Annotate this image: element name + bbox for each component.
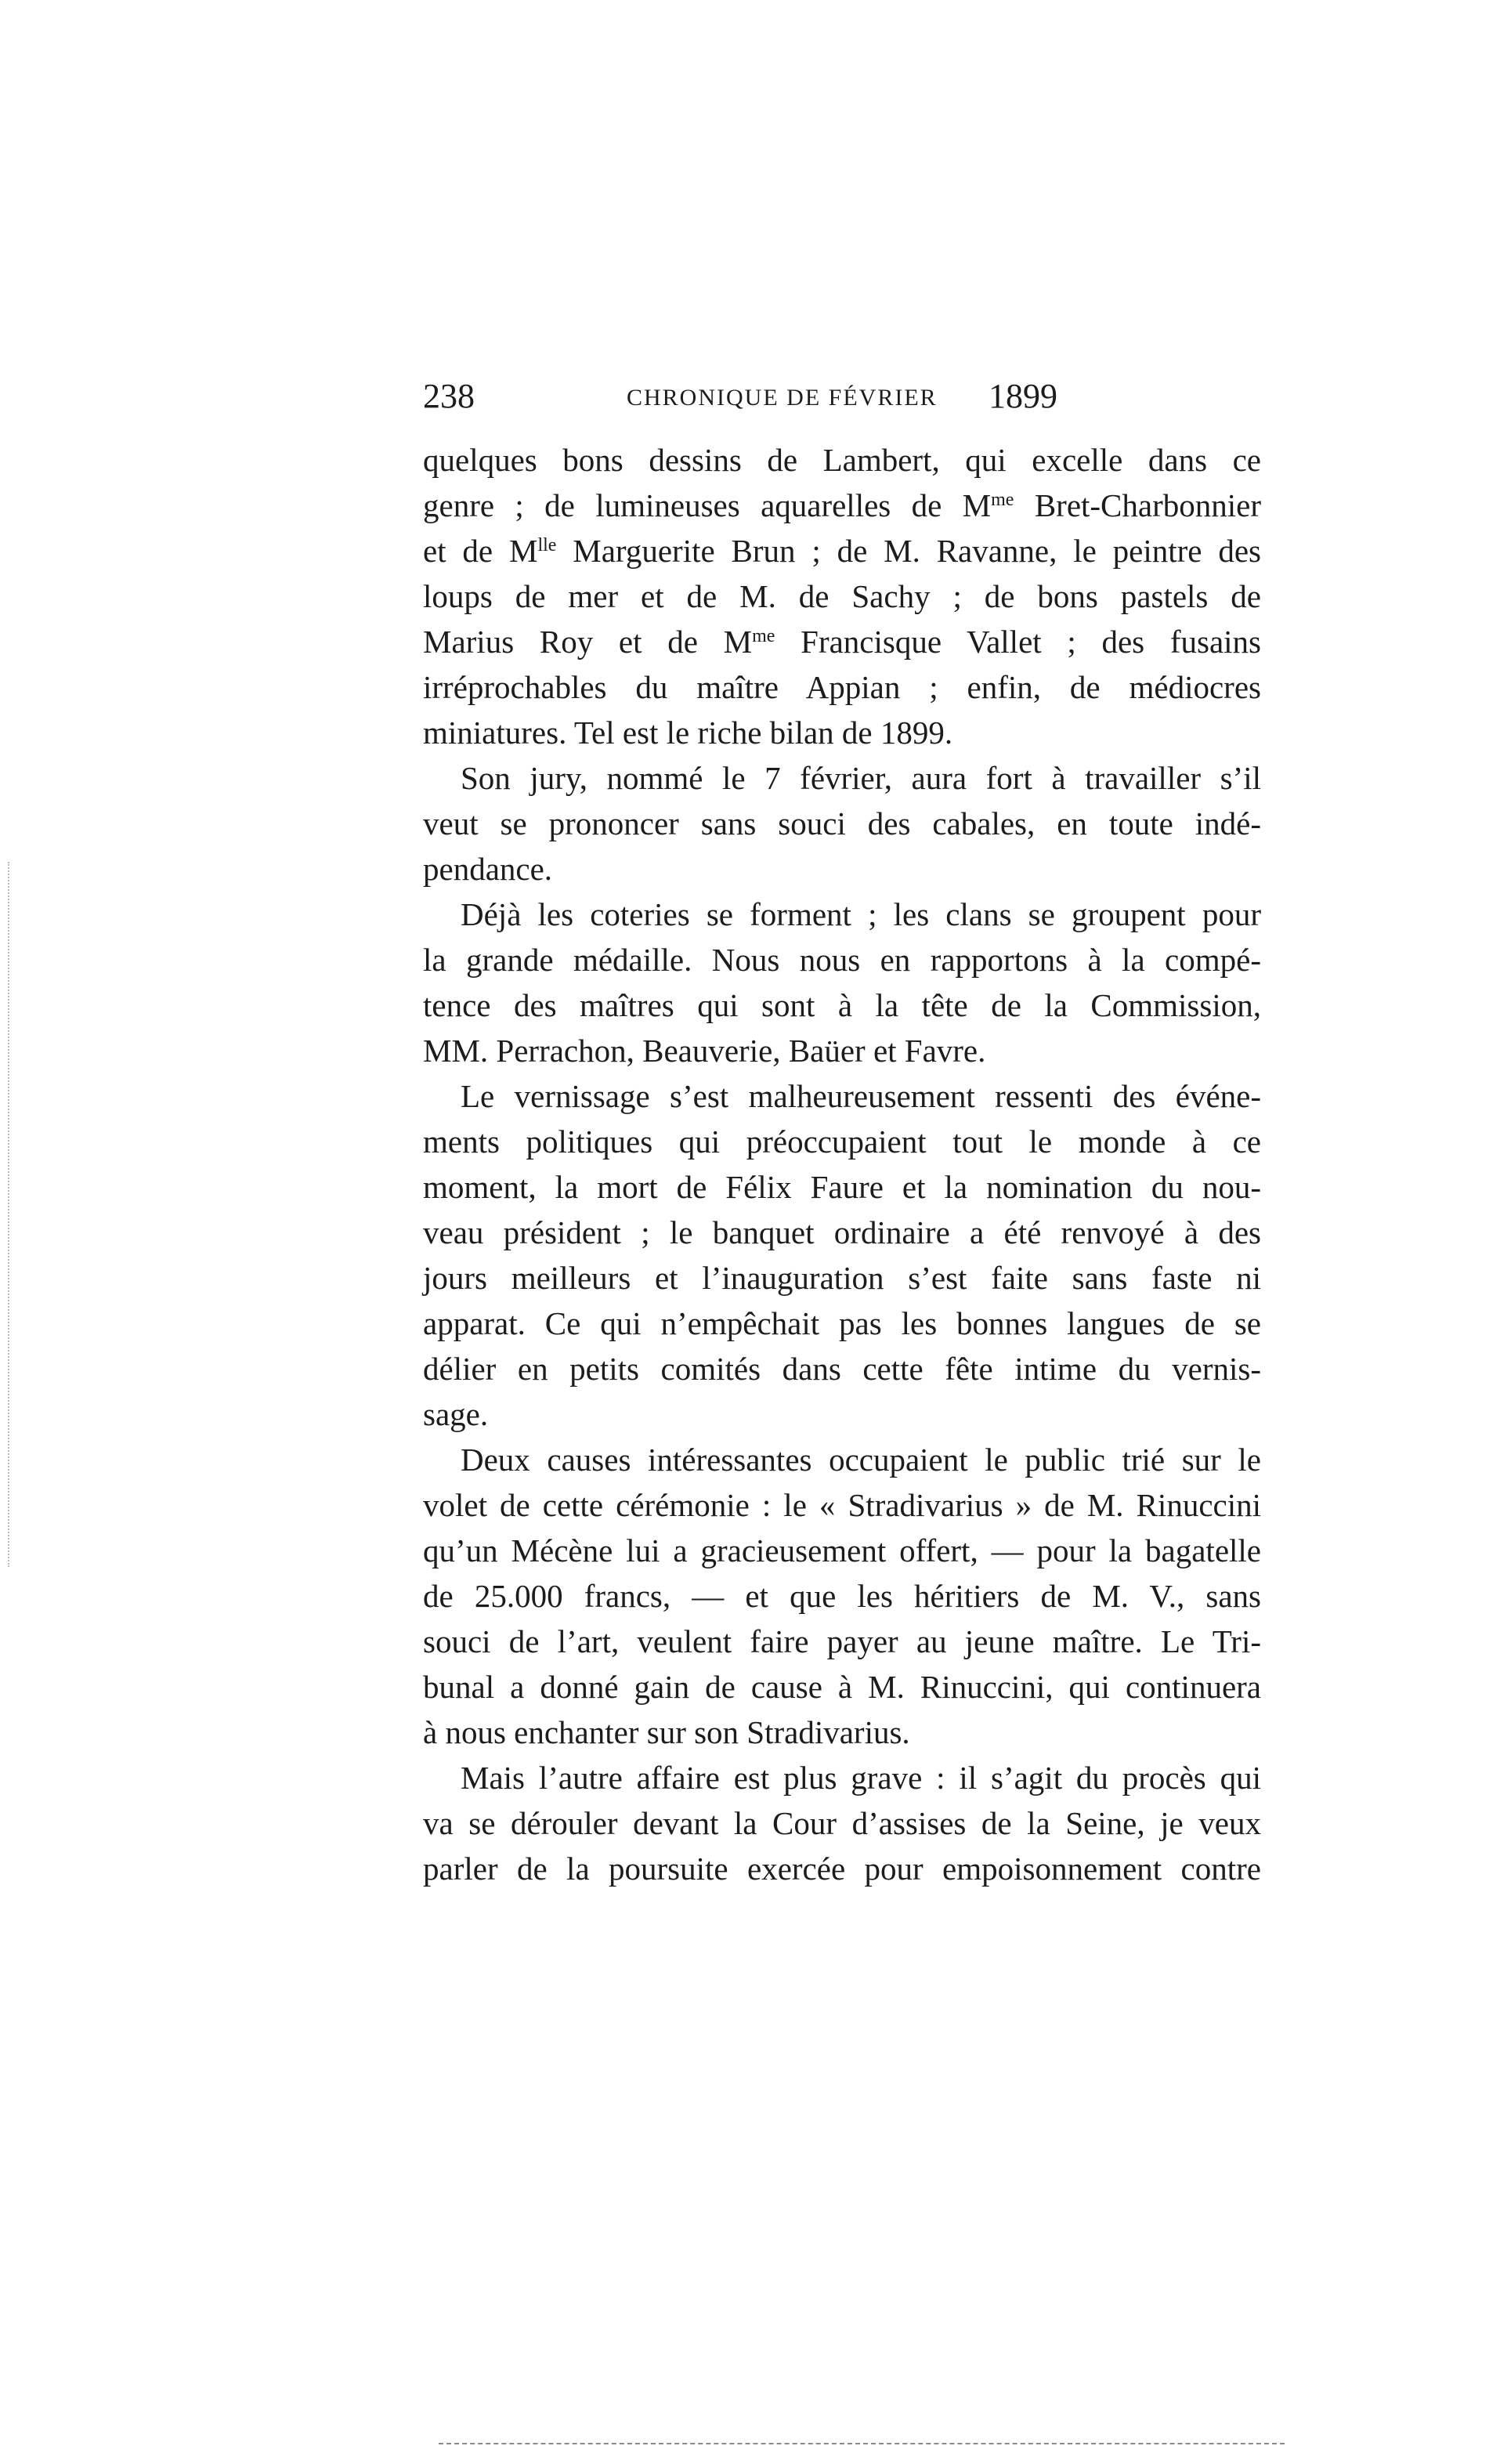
text-line: délier en petits comités dans cette fête intime du vernis-	[423, 1351, 1261, 1387]
running-title: CHRONIQUE DE FÉVRIER	[627, 385, 938, 411]
paragraph	[423, 1755, 1261, 1891]
text-line: miniatures. Tel est le riche bilan de 1899.	[423, 715, 953, 751]
line-segment: et de M	[423, 533, 538, 569]
text-line: qu’un Mécène lui a gracieusement offert, — pour la bagatelle	[423, 1532, 1261, 1568]
page-header	[423, 373, 1057, 420]
text-line: va se dérouler devant la Cour d’assises de la Seine, je veux	[423, 1805, 1261, 1841]
text-line: irréprochables du maître Appian ; enfin, de médiocres	[423, 669, 1261, 705]
body-text	[423, 437, 1261, 1891]
page-number: 238	[423, 377, 475, 415]
paragraph	[423, 755, 1261, 892]
scan-margin-artifact	[8, 862, 16, 1567]
paragraph	[423, 1073, 1261, 1437]
running-title-year: 1899	[989, 377, 1057, 415]
text-line: veut se prononcer sans souci des cabales, en toute indé-	[423, 805, 1261, 841]
text-line: jours meilleurs et l’inauguration s’est faite sans faste ni	[423, 1260, 1261, 1296]
paragraph	[423, 437, 1261, 755]
text-line: volet de cette cérémonie : le « Stradivarius » de M. Rinuccini	[423, 1487, 1261, 1523]
paragraph	[423, 1437, 1261, 1755]
line-segment: Marius Roy et de M	[423, 624, 753, 660]
paragraph	[423, 892, 1261, 1073]
text-line: Le vernissage s’est malheureusement ressenti des événe-	[461, 1078, 1261, 1114]
scan-bottom-rule	[439, 2443, 1285, 2444]
text-line: souci de l’art, veulent faire payer au jeune maître. Le Tri-	[423, 1623, 1261, 1659]
text-line: MM. Perrachon, Beauverie, Baüer et Favre.	[423, 1033, 986, 1069]
text-line: parler de la poursuite exercée pour empoisonnement contre	[423, 1851, 1261, 1887]
text-line	[423, 528, 1261, 573]
text-line: bunal a donné gain de cause à M. Rinuccini, qui continuera	[423, 1669, 1261, 1705]
text-line: de 25.000 francs, — et que les héritiers de M. V., sans	[423, 1578, 1261, 1614]
text-line: Mais l’autre affaire est plus grave : il s’agit du procès qui	[461, 1760, 1261, 1796]
text-line: tence des maîtres qui sont à la tête de la Commission,	[423, 987, 1261, 1023]
line-segment: Bret-Charbonnier	[1014, 487, 1261, 523]
text-line: loups de mer et de M. de Sachy ; de bons pastels de	[423, 578, 1261, 614]
honorific-superscript: lle	[537, 535, 557, 555]
text-line: pendance.	[423, 851, 553, 887]
text-line: à nous enchanter sur son Stradivarius.	[423, 1714, 910, 1750]
line-segment: Marguerite Brun ; de M. Ravanne, le peintre des	[556, 533, 1261, 569]
line-segment: genre ; de lumineuses aquarelles de M	[423, 487, 992, 523]
text-line: ments politiques qui préoccupaient tout le monde à ce	[423, 1123, 1261, 1160]
text-line: veau président ; le banquet ordinaire a été renvoyé à des	[423, 1214, 1261, 1250]
text-line: la grande médaille. Nous nous en rapportons à la compé-	[423, 942, 1261, 978]
text-line: quelques bons dessins de Lambert, qui excelle dans ce	[423, 442, 1261, 478]
honorific-superscript: me	[991, 490, 1014, 510]
text-line: moment, la mort de Félix Faure et la nomination du nou-	[423, 1169, 1261, 1205]
text-line: sage.	[423, 1396, 489, 1432]
text-line: Son jury, nommé le 7 février, aura fort à travailler s’il	[461, 760, 1261, 796]
line-segment: Francisque Vallet ; des fusains	[775, 624, 1261, 660]
honorific-superscript: me	[752, 626, 775, 646]
text-line: Deux causes intéressantes occupaient le public trié sur le	[461, 1442, 1261, 1478]
text-line	[423, 619, 1261, 664]
text-line: apparat. Ce qui n’empêchait pas les bonnes langues de se	[423, 1305, 1261, 1341]
text-line	[423, 483, 1261, 528]
text-line: Déjà les coteries se forment ; les clans se groupent pour	[461, 896, 1261, 932]
